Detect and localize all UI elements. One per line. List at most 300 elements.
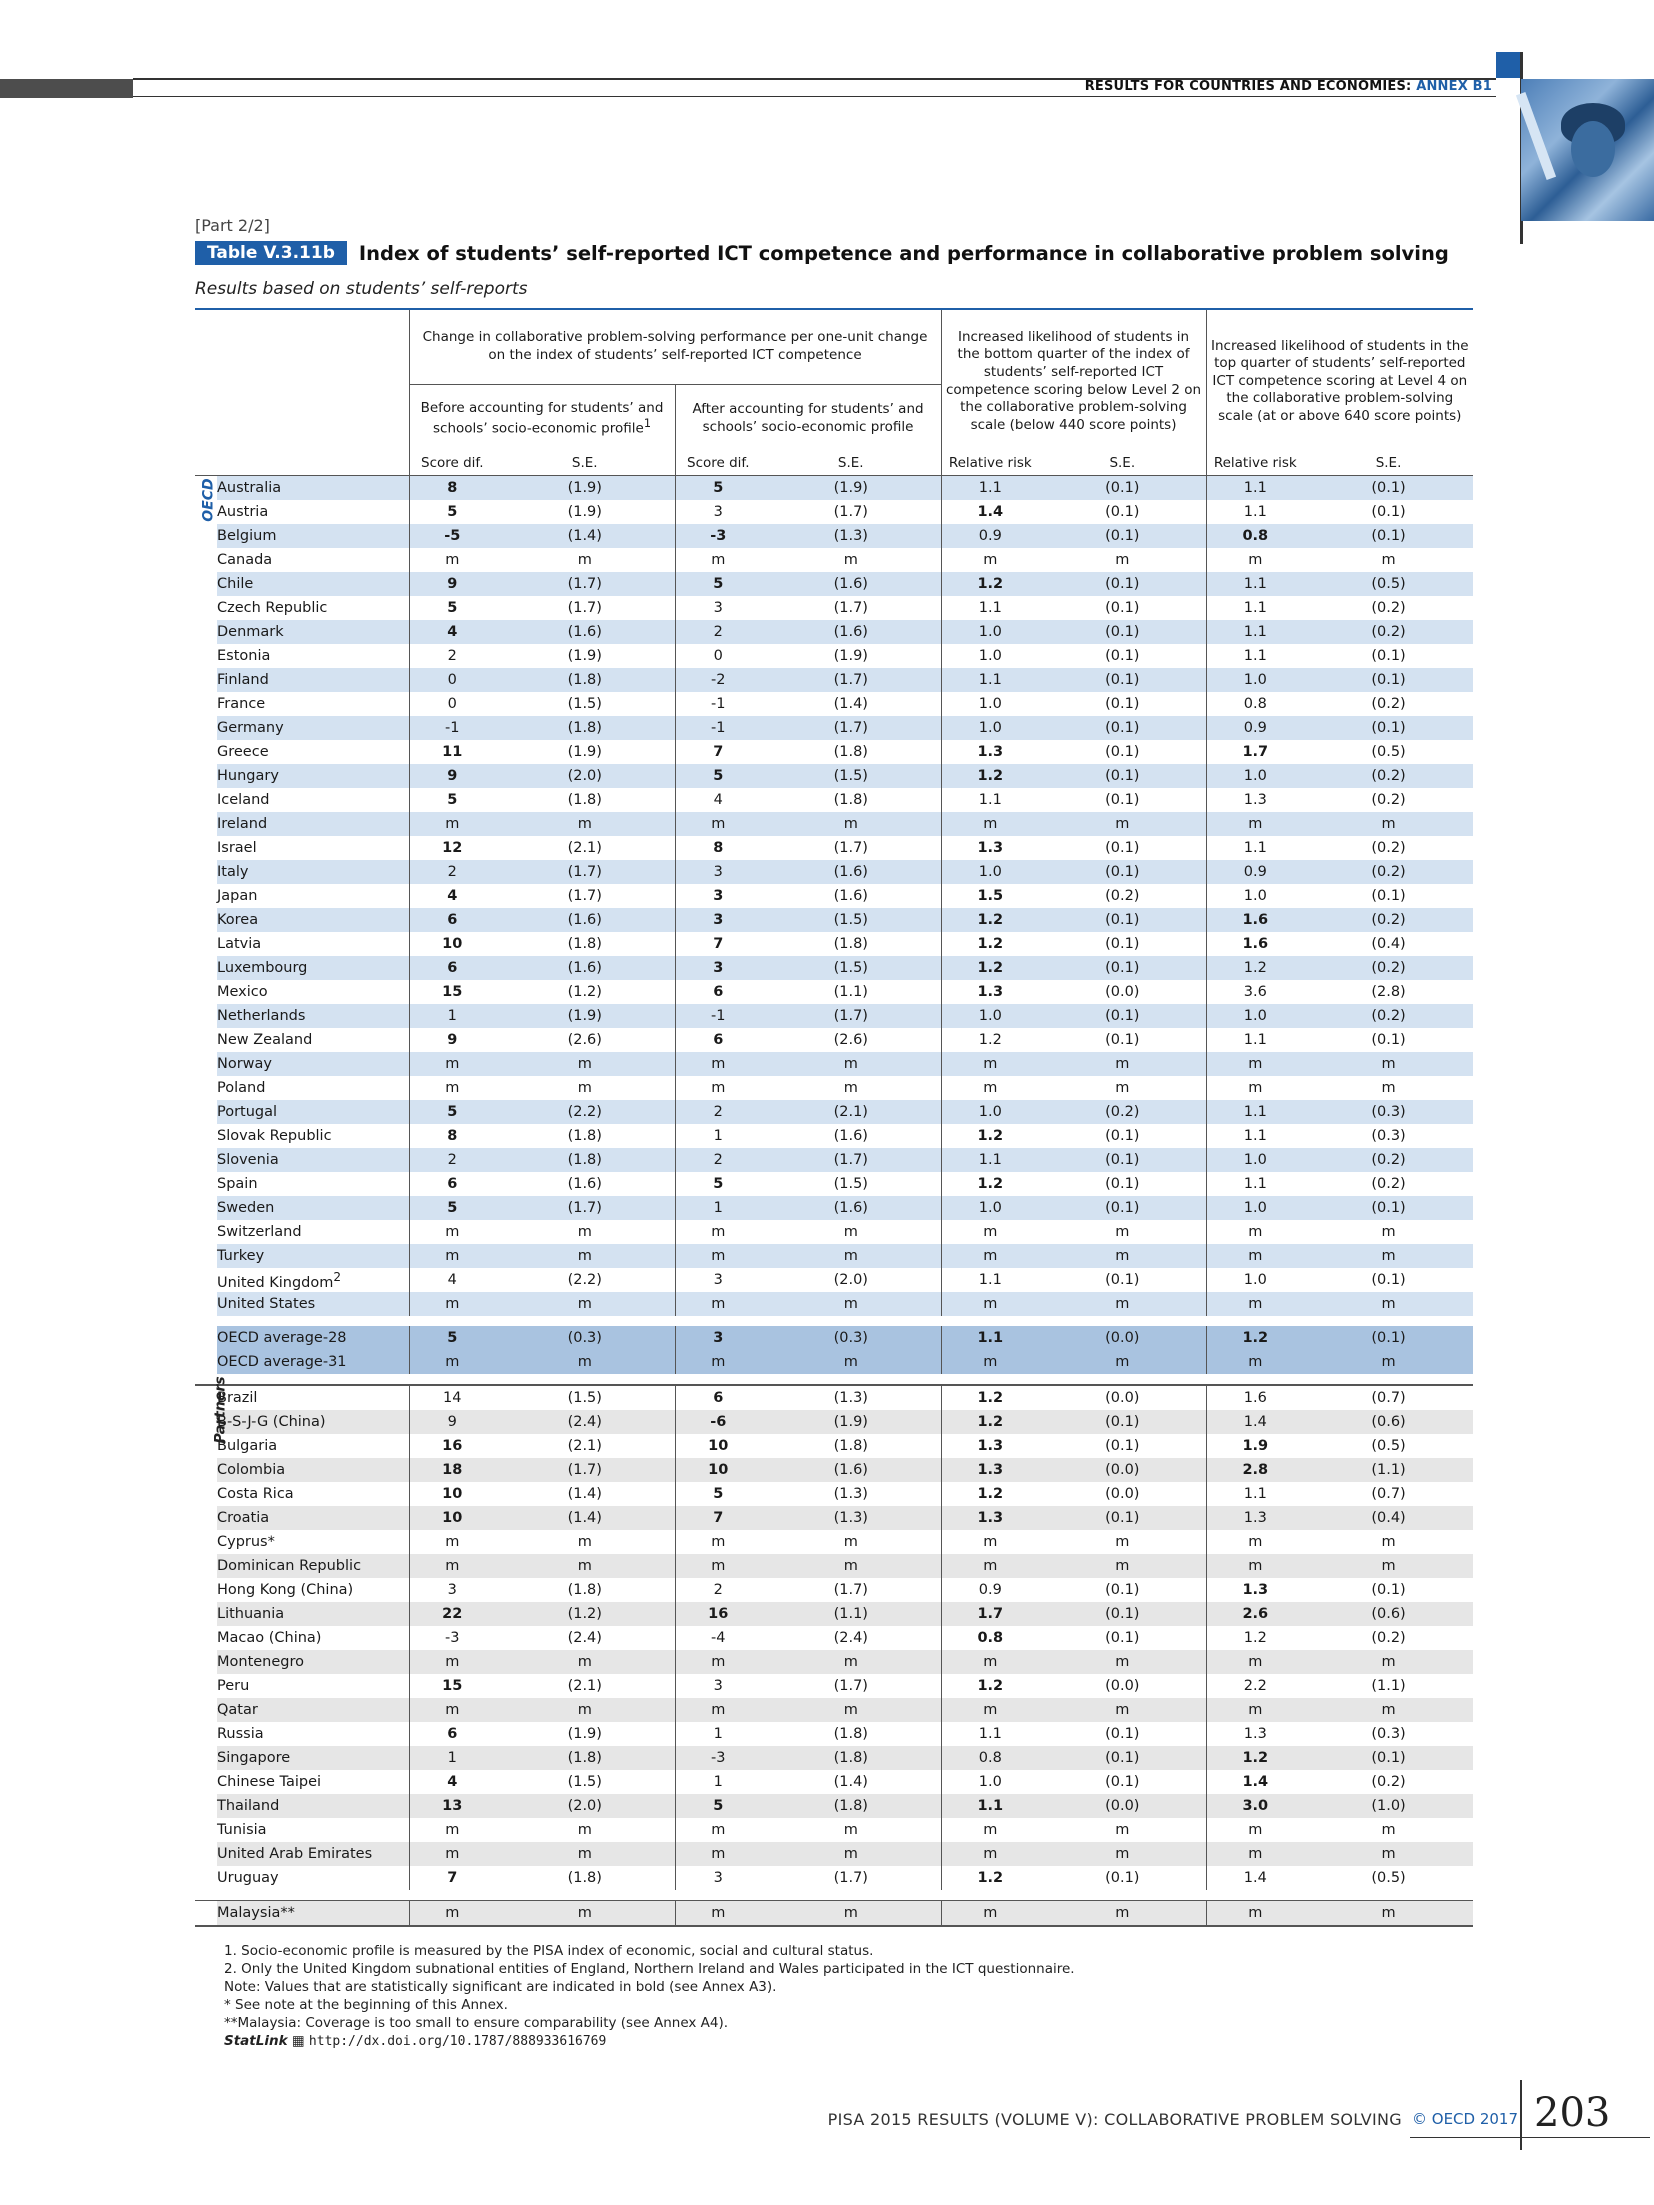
table-cell: m — [577, 1224, 592, 1240]
table-cell: (1.6) — [761, 572, 941, 596]
table-cell: 3 — [675, 956, 761, 980]
table-cell: (2.2) — [567, 1272, 602, 1288]
table-cell: m — [1381, 1822, 1396, 1838]
table-cell: 1.2 — [941, 956, 1039, 980]
country-label: Dominican Republic — [217, 1558, 362, 1574]
table-cell: (1.8) — [833, 1726, 868, 1742]
table-cell: 4 — [409, 1268, 495, 1292]
table-cell: (1.2) — [567, 984, 602, 1000]
table-cell: m — [1206, 1052, 1304, 1076]
table-cell: (0.2) — [1371, 1774, 1406, 1790]
col-group-before-accounting — [409, 385, 675, 454]
table-cell: 6 — [675, 980, 761, 1004]
table-cell: m — [941, 1650, 1039, 1674]
table-cell: 6 — [409, 956, 495, 980]
country-name — [217, 644, 409, 668]
table-cell: m — [941, 1052, 1039, 1076]
table-cell: 1.9 — [1206, 1434, 1304, 1458]
table-cell: (0.1) — [1039, 1148, 1206, 1172]
table-row — [195, 836, 1473, 860]
table-cell: (1.7) — [567, 600, 602, 616]
table-row — [195, 1482, 1473, 1506]
table-cell: (1.8) — [567, 936, 602, 952]
table-cell: m — [1039, 1650, 1206, 1674]
table-cell: m — [1039, 1052, 1206, 1076]
note-1: 1. Socio-economic profile is measured by the PISA index of economic, social and cultural status. — [224, 1943, 874, 1959]
table-row — [195, 548, 1473, 572]
table-cell: 9 — [409, 764, 495, 788]
table-cell: (1.2) — [495, 1602, 675, 1626]
table-cell: 3 — [675, 1866, 761, 1890]
country-name — [217, 1842, 409, 1866]
table-row — [195, 1326, 1473, 1350]
table-cell: 1.2 — [1206, 1326, 1304, 1350]
table-cell: 1.3 — [941, 740, 1039, 764]
country-label: Slovenia — [217, 1152, 279, 1168]
table-cell: m — [941, 812, 1039, 836]
page-footer — [0, 2080, 1654, 2205]
table-cell: (0.1) — [1105, 840, 1140, 856]
table-cell: 1.3 — [941, 1458, 1039, 1482]
table-cell: 5 — [675, 476, 761, 501]
country-name — [217, 692, 409, 716]
table-cell: (1.5) — [761, 764, 941, 788]
country-name — [217, 1196, 409, 1220]
country-name — [217, 1674, 409, 1698]
table-cell: 9 — [409, 572, 495, 596]
table-cell: (0.0) — [1105, 984, 1140, 1000]
table-cell: 1.2 — [941, 1385, 1039, 1410]
table-cell: 1.2 — [941, 1172, 1039, 1196]
table-cell: 1.1 — [1206, 1172, 1304, 1196]
table-cell: 7 — [675, 740, 761, 764]
country-name — [217, 1794, 409, 1818]
table-cell: 1.3 — [941, 1506, 1039, 1530]
table-cell: (1.8) — [833, 936, 868, 952]
table-cell: 6 — [675, 1385, 761, 1410]
table-cell: m — [577, 1822, 592, 1838]
table-row — [195, 572, 1473, 596]
table-cell: (1.5) — [567, 696, 602, 712]
table-cell: (1.7) — [761, 668, 941, 692]
before-accounting-label: Before accounting for students’ and schools’ socio-economic profile — [420, 399, 664, 437]
table-row — [195, 1674, 1473, 1698]
table-cell: 1.1 — [1206, 1124, 1304, 1148]
country-label: New Zealand — [217, 1032, 313, 1048]
country-name — [217, 1746, 409, 1770]
table-cell: (1.8) — [495, 1746, 675, 1770]
table-cell: 1 — [409, 1746, 495, 1770]
table-cell: m — [409, 1842, 495, 1866]
table-cell: m — [843, 1080, 858, 1096]
table-cell: (0.2) — [1371, 1176, 1406, 1192]
table-cell: 18 — [409, 1458, 495, 1482]
table-cell: (0.1) — [1039, 764, 1206, 788]
col-se: S.E. — [1039, 453, 1206, 476]
country-label: Korea — [217, 912, 259, 928]
table-cell: (1.9) — [567, 504, 602, 520]
table-cell: (0.2) — [1039, 1100, 1206, 1124]
country-label: Japan — [217, 888, 258, 904]
table-cell: 1.2 — [941, 1482, 1039, 1506]
table-cell: -3 — [409, 1626, 495, 1650]
country-label: Greece — [217, 744, 269, 760]
table-cell: m — [1304, 1901, 1473, 1927]
table-cell: (0.0) — [1105, 1486, 1140, 1502]
table-cell: m — [761, 1292, 941, 1316]
publication-title: PISA 2015 RESULTS (VOLUME V): COLLABORATIVE PROBLEM SOLVING — [827, 2110, 1402, 2129]
table-cell: 0.9 — [1206, 860, 1304, 884]
country-label: Netherlands — [217, 1008, 306, 1024]
table-cell: (0.0) — [1105, 1678, 1140, 1694]
table-cell: 3 — [675, 1268, 761, 1292]
table-cell: (1.8) — [495, 716, 675, 740]
table-cell: m — [577, 1534, 592, 1550]
table-cell: (2.6) — [567, 1032, 602, 1048]
country-label: Austria — [217, 504, 269, 520]
table-cell: m — [843, 1224, 858, 1240]
table-cell: (0.2) — [1304, 764, 1473, 788]
table-cell: (0.1) — [1304, 1746, 1473, 1770]
table-cell: m — [843, 1822, 858, 1838]
country-name — [217, 548, 409, 572]
table-cell: 1.0 — [1206, 764, 1304, 788]
table-cell: 2 — [675, 620, 761, 644]
row-group-blank — [195, 1350, 217, 1374]
table-cell: m — [409, 1076, 495, 1100]
country-label: Mexico — [217, 984, 268, 1000]
table-cell: 1.2 — [941, 764, 1039, 788]
statlink-url[interactable]: http://dx.doi.org/10.1787/888933616769 — [308, 2034, 607, 2049]
country-label: Italy — [217, 864, 249, 880]
table-cell: m — [1304, 1842, 1473, 1866]
table-cell: 1.1 — [1206, 836, 1304, 860]
country-name — [217, 1326, 409, 1350]
table-cell: (0.1) — [1105, 1774, 1140, 1790]
country-name — [217, 1530, 409, 1554]
country-name — [217, 1350, 409, 1374]
table-cell: (0.1) — [1105, 1032, 1140, 1048]
table-cell: m — [761, 1901, 941, 1927]
table-cell: m — [761, 812, 941, 836]
table-row — [195, 1052, 1473, 1076]
table-row — [195, 1626, 1473, 1650]
table-cell: 6 — [409, 908, 495, 932]
table-cell: (0.1) — [1304, 476, 1473, 501]
table-cell: (1.6) — [495, 620, 675, 644]
country-label: Tunisia — [217, 1822, 267, 1838]
table-cell: 5 — [675, 1794, 761, 1818]
table-cell: m — [675, 1530, 761, 1554]
table-cell: 2 — [409, 1148, 495, 1172]
table-cell: m — [1206, 812, 1304, 836]
table-cell: 1 — [675, 1770, 761, 1794]
table-row — [195, 1124, 1473, 1148]
table-cell: 1.1 — [941, 1268, 1039, 1292]
table-cell: 3 — [675, 884, 761, 908]
table-cell: 0.8 — [1206, 692, 1304, 716]
table-cell: 4 — [409, 1770, 495, 1794]
note-2: 2. Only the United Kingdom subnational entities of England, Northern Ireland and Wales participated in the ICT questionnaire. — [224, 1961, 1075, 1977]
table-cell: (0.1) — [1105, 1630, 1140, 1646]
table-cell: (0.1) — [1039, 668, 1206, 692]
table-cell: m — [1206, 1220, 1304, 1244]
table-cell: (0.5) — [1371, 744, 1406, 760]
country-label: Chile — [217, 576, 254, 592]
table-cell: (2.0) — [495, 764, 675, 788]
table-cell: (0.1) — [1105, 1870, 1140, 1886]
table-cell: 1 — [409, 1004, 495, 1028]
country-name — [217, 1722, 409, 1746]
table-cell: (1.6) — [761, 620, 941, 644]
table-cell: 3 — [675, 908, 761, 932]
table-row — [195, 1004, 1473, 1028]
table-cell: 1 — [675, 1124, 761, 1148]
table-cell: m — [409, 1052, 495, 1076]
table-cell: (0.1) — [1039, 572, 1206, 596]
table-row — [195, 1770, 1473, 1794]
row-group-label — [195, 1376, 229, 1890]
table-cell: m — [495, 812, 675, 836]
table-cell: m — [941, 1076, 1039, 1100]
table-cell: m — [675, 1220, 761, 1244]
table-row — [195, 1172, 1473, 1196]
table-cell: (0.2) — [1304, 860, 1473, 884]
table-cell: m — [1115, 552, 1130, 568]
country-label: Australia — [217, 480, 282, 496]
table-cell: m — [941, 1901, 1039, 1927]
table-cell: 1.6 — [1206, 932, 1304, 956]
table-cell: (1.3) — [761, 1506, 941, 1530]
table-cell: (1.4) — [495, 524, 675, 548]
table-cell: (0.1) — [1039, 908, 1206, 932]
table-cell: m — [1206, 1350, 1304, 1374]
table-cell: 1.3 — [1206, 1506, 1304, 1530]
table-cell: (0.2) — [1371, 696, 1406, 712]
table-row — [195, 860, 1473, 884]
country-name — [217, 1818, 409, 1842]
table-cell: 13 — [409, 1794, 495, 1818]
table-cell: m — [941, 1292, 1039, 1316]
table-row — [195, 956, 1473, 980]
table-cell: (1.6) — [761, 1196, 941, 1220]
spacer-row — [195, 1890, 1473, 1901]
country-name — [217, 1028, 409, 1052]
table-cell: 9 — [409, 1028, 495, 1052]
table-cell: 10 — [409, 932, 495, 956]
col-se: S.E. — [1304, 453, 1473, 476]
table-cell: (0.4) — [1371, 936, 1406, 952]
footnote-ref-1: 1 — [643, 417, 651, 431]
table-cell: (1.9) — [833, 648, 868, 664]
country-name — [217, 1650, 409, 1674]
table-cell: (0.1) — [1039, 524, 1206, 548]
country-label: Iceland — [217, 792, 270, 808]
table-row — [195, 788, 1473, 812]
table-cell: 1.3 — [941, 836, 1039, 860]
table-cell: m — [675, 1698, 761, 1722]
table-cell: 12 — [409, 836, 495, 860]
table-cell: m — [675, 1818, 761, 1842]
table-cell: m — [1039, 1901, 1206, 1927]
country-name — [217, 1124, 409, 1148]
table-cell: 1.1 — [941, 668, 1039, 692]
table-cell: m — [1206, 1292, 1304, 1316]
country-name — [217, 1172, 409, 1196]
table-cell: m — [1206, 548, 1304, 572]
country-label: Uruguay — [217, 1870, 279, 1886]
col-score-dif: Score dif. — [409, 453, 495, 476]
table-cell: m — [1304, 1350, 1473, 1374]
table-cell: 0 — [409, 692, 495, 716]
table-cell: 1.1 — [941, 596, 1039, 620]
table-cell: (0.2) — [1304, 1148, 1473, 1172]
table-cell: 1.2 — [1206, 1626, 1304, 1650]
footnote-ref: 2 — [333, 1269, 342, 1284]
table-cell: m — [1304, 1554, 1473, 1578]
table-cell: 8 — [409, 476, 495, 501]
table-cell: m — [1039, 812, 1206, 836]
spacer-row — [195, 1316, 1473, 1326]
country-label: Denmark — [217, 624, 284, 640]
table-cell: (0.0) — [1039, 1794, 1206, 1818]
table-cell: 0.8 — [1206, 524, 1304, 548]
table-row — [195, 1602, 1473, 1626]
table-cell: (1.8) — [833, 744, 868, 760]
table-cell: (1.5) — [761, 908, 941, 932]
table-cell: m — [1206, 1698, 1304, 1722]
note-significance: Note: Values that are statistically significant are indicated in bold (see Annex A3). — [224, 1979, 777, 1995]
table-cell: m — [941, 1350, 1039, 1374]
table-cell: (1.6) — [761, 860, 941, 884]
table-row — [195, 1506, 1473, 1530]
table-cell: (0.1) — [1105, 744, 1140, 760]
col-se: S.E. — [495, 453, 675, 476]
table-cell: (0.5) — [1304, 572, 1473, 596]
header-photo — [1521, 79, 1654, 221]
table-cell: (0.1) — [1039, 956, 1206, 980]
table-cell: (0.1) — [1371, 648, 1406, 664]
table-cell: 2 — [675, 1100, 761, 1124]
table-cell: (0.1) — [1039, 716, 1206, 740]
country-name — [217, 1100, 409, 1124]
table-cell: 15 — [409, 1674, 495, 1698]
table-row — [195, 980, 1473, 1004]
country-label: Thailand — [217, 1798, 280, 1814]
table-cell: 1.1 — [941, 1148, 1039, 1172]
table-cell: 8 — [409, 1124, 495, 1148]
country-name — [217, 1220, 409, 1244]
table-cell: (0.2) — [1371, 1630, 1406, 1646]
table-cell: 0.9 — [1206, 716, 1304, 740]
country-label: Qatar — [217, 1702, 258, 1718]
table-cell: 9 — [409, 1410, 495, 1434]
table-row — [195, 644, 1473, 668]
table-cell: 1.1 — [1206, 620, 1304, 644]
col-relative-risk: Relative risk — [1206, 453, 1304, 476]
table-cell: (0.2) — [1304, 956, 1473, 980]
table-cell: 1.3 — [1206, 1722, 1304, 1746]
table-cell: 3 — [675, 1674, 761, 1698]
table-cell: 1.4 — [1206, 1770, 1304, 1794]
table-cell: (0.1) — [1039, 620, 1206, 644]
table-cell: 16 — [675, 1602, 761, 1626]
table-cell: (0.7) — [1371, 1486, 1406, 1502]
table-cell: (0.1) — [1039, 1410, 1206, 1434]
table-cell: m — [761, 1350, 941, 1374]
table-cell: (0.6) — [1304, 1602, 1473, 1626]
table-cell: (1.4) — [833, 696, 868, 712]
table-row — [195, 1650, 1473, 1674]
col-group-top-quarter: Increased likelihood of students in the top quarter of students’ self-reported ICT competence scoring at Level 4 on the collaborative problem-solving scale (at or above 640 score points) — [1206, 309, 1473, 453]
table-cell: (1.3) — [761, 524, 941, 548]
table-cell: 15 — [409, 980, 495, 1004]
table-cell: m — [1304, 1244, 1473, 1268]
statlink-label: StatLink — [224, 2033, 288, 2049]
table-cell: 4 — [675, 788, 761, 812]
table-cell: -1 — [675, 1004, 761, 1028]
table-cell: (1.8) — [567, 1128, 602, 1144]
table-cell: (1.4) — [833, 1774, 868, 1790]
table-cell: m — [761, 1842, 941, 1866]
table-cell: (0.1) — [1105, 1438, 1140, 1454]
table-cell: m — [1039, 1350, 1206, 1374]
table-cell: (2.0) — [495, 1794, 675, 1818]
country-label: Peru — [217, 1678, 250, 1694]
country-label: Montenegro — [217, 1654, 305, 1670]
country-name — [217, 1578, 409, 1602]
table-cell: m — [1206, 1650, 1304, 1674]
table-cell: (2.4) — [567, 1630, 602, 1646]
table-cell: m — [675, 1292, 761, 1316]
table-cell: 1.0 — [1206, 884, 1304, 908]
table-cell: (0.0) — [1039, 1385, 1206, 1410]
country-label: Malaysia** — [217, 1905, 295, 1921]
table-row — [195, 1292, 1473, 1316]
country-label: Belgium — [217, 528, 277, 544]
col-relative-risk: Relative risk — [941, 453, 1039, 476]
table-row — [195, 524, 1473, 548]
table-cell: 5 — [675, 572, 761, 596]
table-row — [195, 1458, 1473, 1482]
table-cell: -3 — [675, 1746, 761, 1770]
country-label: B-S-J-G (China) — [217, 1414, 326, 1430]
table-row — [195, 1410, 1473, 1434]
table-head — [195, 309, 1473, 476]
table-cell: -6 — [675, 1410, 761, 1434]
table-cell: (1.6) — [833, 888, 868, 904]
table-cell: m — [941, 548, 1039, 572]
table-cell: 1.0 — [941, 620, 1039, 644]
table-row — [195, 500, 1473, 524]
table-cell: (1.8) — [833, 1438, 868, 1454]
table-row — [195, 764, 1473, 788]
table-cell: (0.5) — [1371, 1870, 1406, 1886]
table-cell: (0.1) — [1105, 1176, 1140, 1192]
country-name — [217, 1148, 409, 1172]
table-cell: 3.0 — [1206, 1794, 1304, 1818]
country-name — [217, 1244, 409, 1268]
table-cell: 1.0 — [1206, 1268, 1304, 1292]
country-name — [217, 1602, 409, 1626]
table-row — [195, 1794, 1473, 1818]
table-cell: 1.2 — [941, 1124, 1039, 1148]
table-cell: (2.4) — [495, 1410, 675, 1434]
table-row — [195, 668, 1473, 692]
table-cell: (0.2) — [1371, 600, 1406, 616]
table-cell: 1 — [675, 1196, 761, 1220]
table-cell: (1.4) — [495, 1506, 675, 1530]
